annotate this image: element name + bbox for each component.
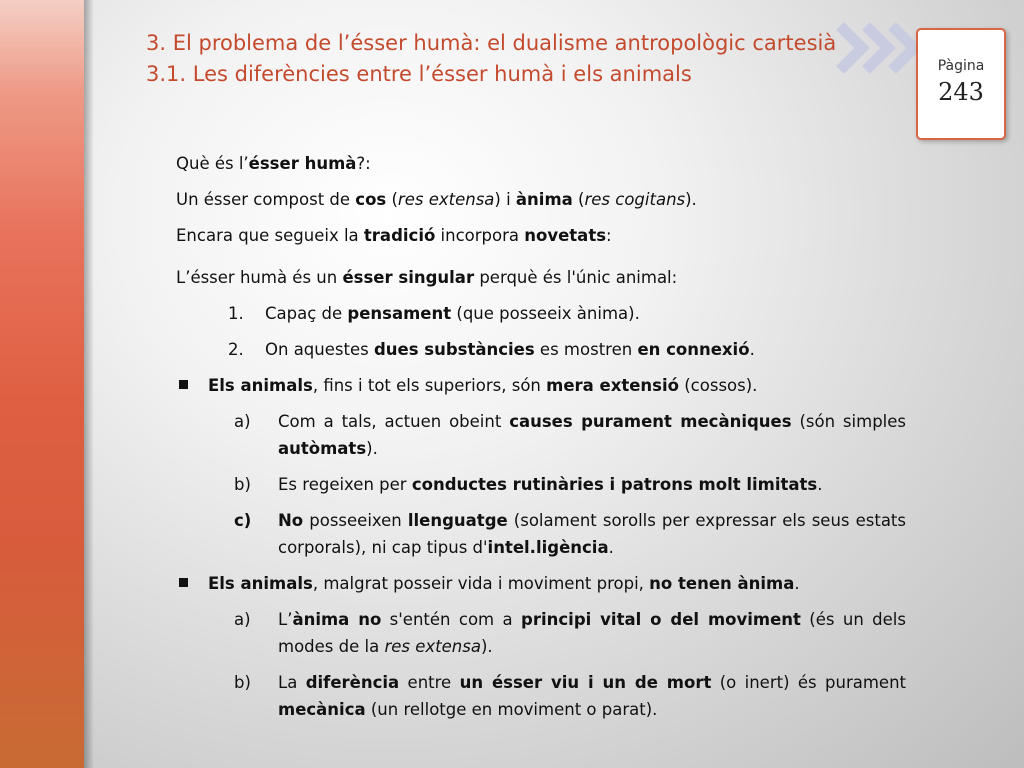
bullet-item: Els animals, malgrat posseir vida i moviment propi, no tenen ànima. [176, 570, 906, 597]
page-title [146, 28, 836, 90]
list-marker: a) [234, 610, 251, 629]
lettered-item: a) L’ànima no s'entén com a principi vital o del moviment (és un dels modes de la res extensa). [176, 606, 906, 660]
paragraph: Què és l’ésser humà?: [176, 154, 371, 173]
lettered-item: c) No posseeixen llenguatge (solament sorolls per expressar els seus estats corporals), ni cap tipus d'intel.ligència. [176, 507, 906, 561]
list-marker: 2. [228, 340, 244, 359]
numbered-item: 2. On aquestes dues substàncies es mostren en connexió. [176, 336, 906, 363]
decorative-sidebar [0, 0, 84, 768]
bullet-item: Els animals, fins i tot els superiors, són mera extensió (cossos). [176, 372, 906, 399]
slide-body [176, 150, 906, 732]
title-line-2: 3.1. Les diferències entre l’ésser humà i els animals [146, 62, 692, 86]
paragraph: Un ésser compost de cos (res extensa) i ànima (res cogitans). [176, 190, 697, 209]
title-line-1: 3. El problema de l’ésser humà: el dualisme antropològic cartesià [146, 31, 837, 55]
lettered-item: b) Es regeixen per conductes rutinàries i patrons molt limitats. [176, 471, 906, 498]
page-number: 243 [938, 78, 984, 106]
lettered-item: a) Com a tals, actuen obeint causes purament mecàniques (són simples autòmats). [176, 408, 906, 462]
list-marker: b) [234, 673, 251, 692]
list-marker: c) [234, 511, 252, 530]
numbered-item: 1. Capaç de pensament (que posseeix ànima). [176, 300, 906, 327]
list-marker: b) [234, 475, 251, 494]
square-bullet-icon [179, 578, 188, 587]
square-bullet-icon [179, 380, 188, 389]
list-marker: 1. [228, 304, 244, 323]
page-label: Pàgina [937, 58, 985, 74]
list-marker: a) [234, 412, 251, 431]
paragraph: Encara que segueix la tradició incorpora novetats: [176, 226, 612, 245]
paragraph: L’ésser humà és un ésser singular perquè és l'únic animal: [176, 268, 678, 287]
page-number-box [916, 28, 1006, 140]
lettered-item: b) La diferència entre un ésser viu i un de mort (o inert) és purament mecànica (un rellotge en moviment o parat). [176, 669, 906, 723]
